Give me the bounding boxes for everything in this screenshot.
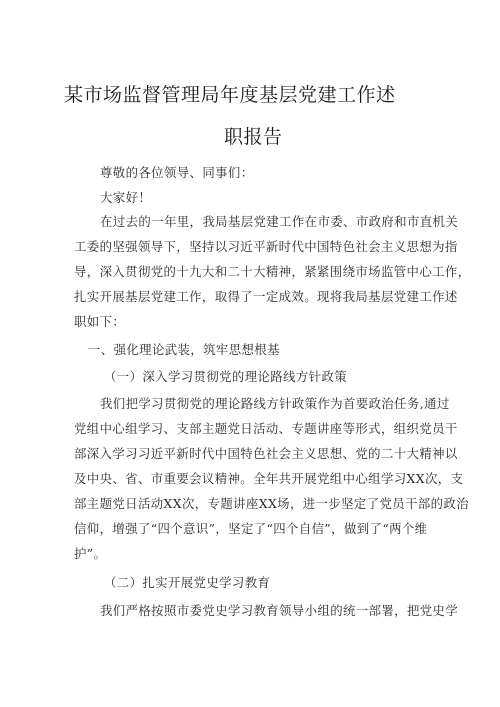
paragraph-line: 职如下：	[74, 314, 126, 329]
document-title-line-1: 某市场监督管理局年度基层党建工作述	[64, 84, 396, 106]
paragraph-line: 我们把学习贯彻党的理论路线方针政策作为首要政治任务,通过	[100, 396, 450, 411]
section-heading-1: 一、强化理论武装，筑牢思想根基	[88, 342, 280, 357]
paragraph-line: 导，深入贯彻党的十九大和二十大精神，紧紧围绕市场监管中心工作，	[74, 264, 471, 279]
paragraph-line: 及中央、省、市重要会议精神。全年共开展党组中心组学习XX次，支	[74, 471, 464, 486]
paragraph-line: 工委的坚强领导下，坚持以习近平新时代中国特色社会主义思想为指	[74, 239, 458, 254]
paragraph-line: 护”。	[74, 546, 107, 561]
paragraph-line: 我们严格按照市委党史学习教育领导小组的统一部署，把党史学	[100, 603, 459, 618]
subsection-heading-1: （一）深入学习贯彻党的理论路线方针政策	[104, 369, 348, 384]
paragraph-line: 信仰，增强了“四个意识”，坚定了“四个自信”，做到了“两个维	[74, 521, 428, 536]
paragraph-line: 部深入学习习近平新时代中国特色社会主义思想、党的二十大精神以	[74, 446, 458, 461]
paragraph-line: 部主题党日活动XX次，专题讲座XX场，进一步坚定了党员干部的政治	[74, 496, 470, 511]
greeting: 大家好！	[100, 190, 152, 205]
paragraph-line: 在过去的一年里，我局基层党建工作在市委、市政府和市直机关	[100, 214, 459, 229]
subsection-heading-2: （二）扎实开展党史学习教育	[104, 575, 271, 590]
paragraph-line: 扎实开展基层党建工作，取得了一定成效。现将我局基层党建工作述	[74, 289, 458, 304]
paragraph-line: 党组中心组学习、支部主题党日活动、专题讲座等形式，组织党员干	[74, 421, 458, 436]
document-title-line-2: 职报告	[224, 126, 283, 148]
salutation: 尊敬的各位领导、同事们：	[100, 165, 254, 180]
